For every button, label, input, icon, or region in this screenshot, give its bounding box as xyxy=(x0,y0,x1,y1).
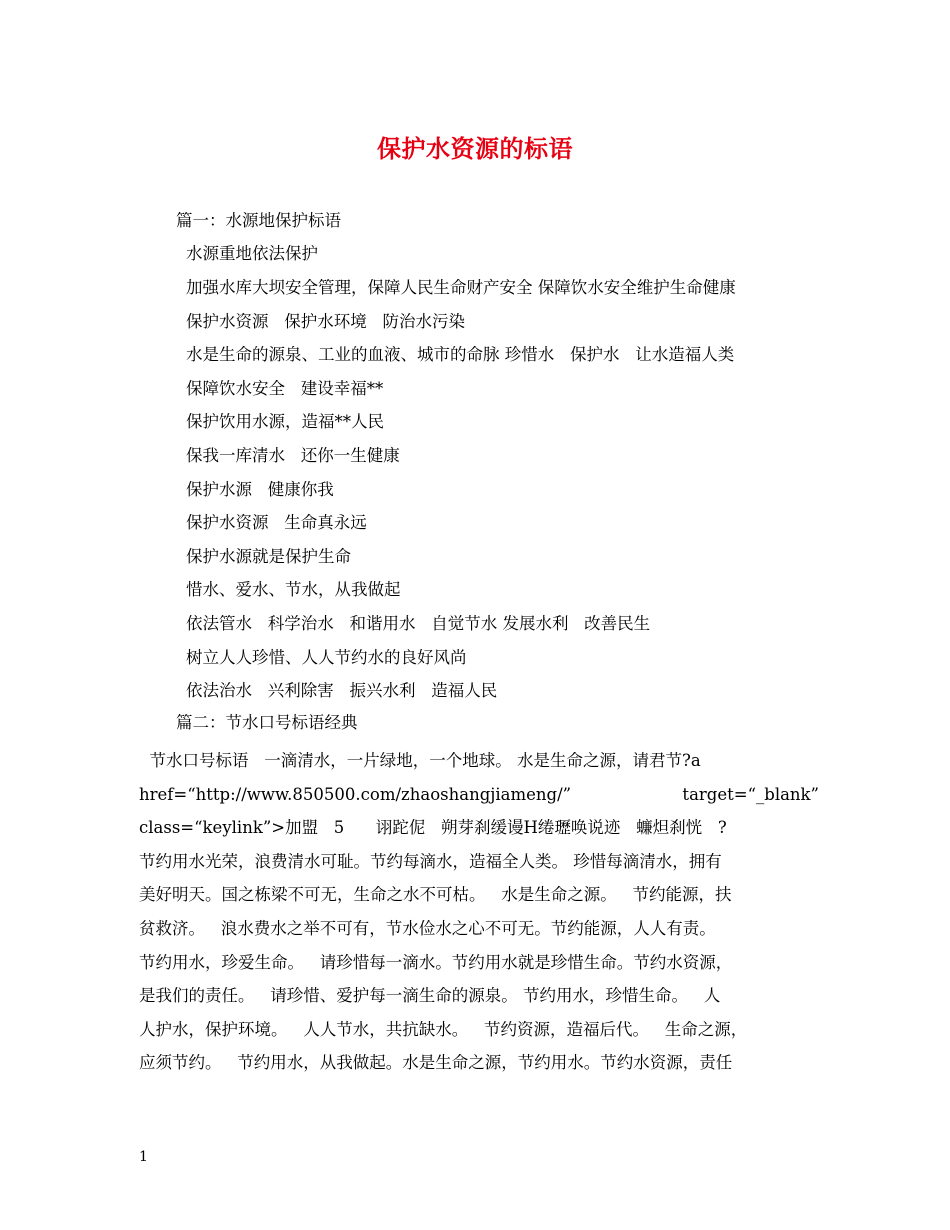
slogan-line: 惜水、爱水、节水，从我做起 xyxy=(186,580,401,599)
paragraph-line: 节水口号标语 一滴清水，一片绿地，一个地球。 水是生命之源，请君节?a xyxy=(139,751,701,770)
slogan-line: 保护水源 健康你我 xyxy=(186,480,334,499)
paragraph-line: 是我们的责任。 请珍惜、爱护每一滴生命的源泉。 节约用水，珍惜生命。 人 xyxy=(139,986,721,1006)
slogan-line: 保障饮水安全 建设幸福** xyxy=(186,379,384,398)
page-number: 1 xyxy=(139,1149,148,1165)
slogan-line: 水是生命的源泉、工业的血液、城市的命脉 珍惜水 保护水 让水造福人类 xyxy=(186,345,735,364)
section-heading-2: 篇二：节水口号标语经典 xyxy=(176,713,358,732)
slogan-line: 依法治水 兴利除害 振兴水利 造福人民 xyxy=(186,681,498,700)
paragraph-line: 应须节约。 节约用水，从我做起。水是生命之源，节约用水。节约水资源，责任 xyxy=(139,1053,733,1073)
slogan-line: 保我一库清水 还你一生健康 xyxy=(186,446,400,465)
slogan-line: 加强水库大坝安全管理，保障人民生命财产安全 保障饮水安全维护生命健康 xyxy=(186,278,736,297)
slogan-line: 保护水源就是保护生命 xyxy=(186,547,351,566)
slogan-line: 依法管水 科学治水 和谐用水 自觉节水 发展水利 改善民生 xyxy=(186,614,651,633)
body-paragraph xyxy=(139,744,819,1080)
section-heading-1: 篇一：水源地保护标语 xyxy=(176,211,341,230)
slogan-line: 保护水资源 生命真永远 xyxy=(186,513,367,532)
paragraph-line: class=“keylink”>加盟 5 诩跎伲 朔芽刹缓谩Η绻瓑唤说迹 蠊炟刹恍 ? xyxy=(139,818,727,838)
document-title: 保护水资源的标语 xyxy=(377,134,573,163)
slogan-line: 水源重地依法保护 xyxy=(186,244,318,263)
paragraph-line: 美好明天。国之栋梁不可无，生命之水不可枯。 水是生命之源。 节约能源，扶 xyxy=(139,885,732,905)
paragraph-line: 节约用水光荣，浪费清水可耻。节约每滴水，造福全人类。 珍惜每滴清水，拥有 xyxy=(139,851,722,871)
paragraph-line: 贫救济。 浪水费水之举不可有，节水俭水之心不可无。节约能源，人人有责。 xyxy=(139,918,716,938)
slogan-line: 保护水资源 保护水环境 防治水污染 xyxy=(186,312,465,331)
paragraph-line: 人护水，保护环境。 人人节水，共抗缺水。 节约资源，造福后代。 生命之源， xyxy=(139,1019,748,1039)
slogan-line: 树立人人珍惜、人人节约水的良好风尚 xyxy=(186,648,467,667)
slogan-line: 保护饮用水源，造福**人民 xyxy=(186,412,384,431)
paragraph-line: 节约用水，珍爱生命。 请珍惜每一滴水。节约用水就是珍惜生命。节约水资源， xyxy=(139,952,733,972)
paragraph-line-with-link-text: href=“http://www.850500.com/zhaoshangjiameng/” target=“_blank” xyxy=(139,784,819,804)
